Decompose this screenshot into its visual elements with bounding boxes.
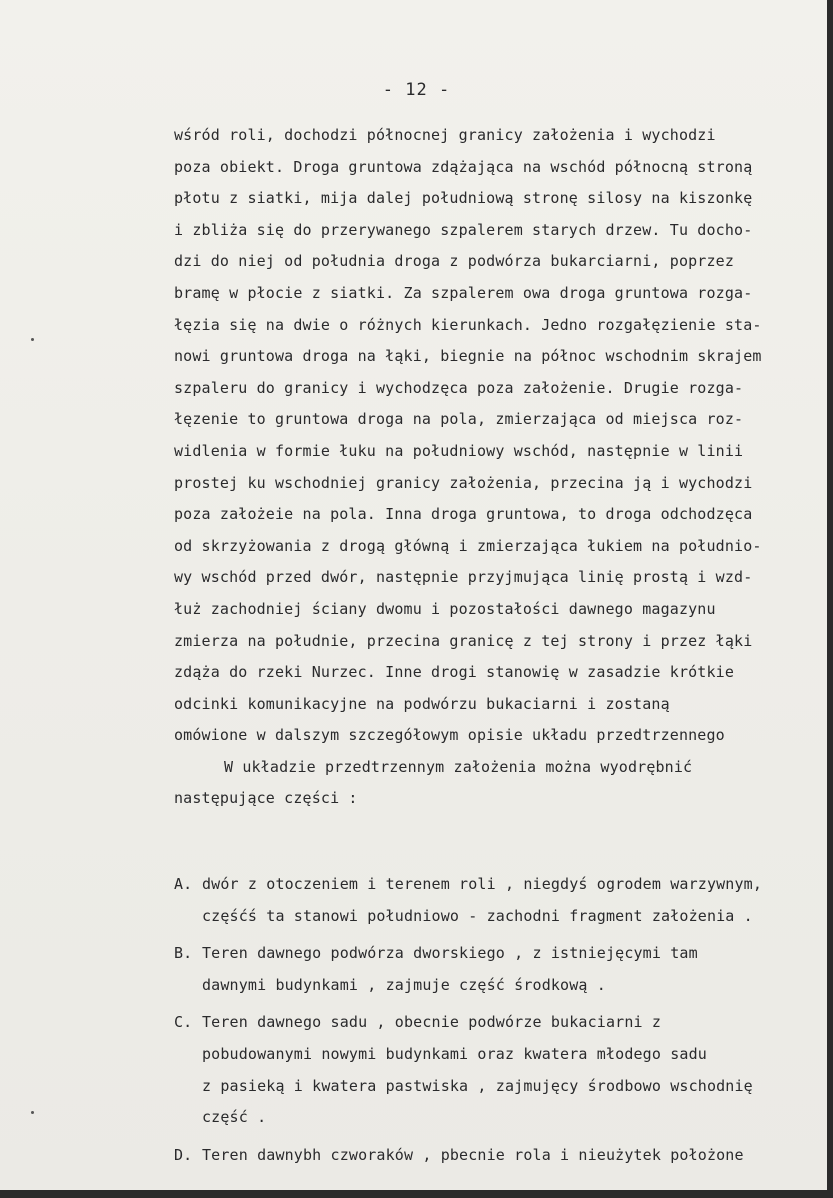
text-line: bramę w płocie z siatki. Za szpalerem owa droga gruntowa rozga- [174, 283, 753, 302]
parts-list [174, 869, 824, 1177]
text-line: dzi do niej od południa droga z podwórza bukarciarni, poprzez [174, 252, 735, 271]
text-line: dawnymi budynkami , zajmuje część środkową . [202, 975, 606, 994]
text-line: pobudowanymi nowymi budynkami oraz kwatera młodego sadu [202, 1044, 707, 1063]
list-marker: D. [174, 1145, 193, 1164]
text-line: Teren dawnego sadu , obecnie podwórze bukaciarni z [202, 1013, 662, 1032]
text-line: wy wschód przed dwór, następnie przyjmująca linię prostą i wzd- [174, 568, 753, 587]
paragraph-1 [174, 120, 814, 752]
scan-edge-right [827, 0, 833, 1198]
text-line: nowi gruntowa droga na łąki, biegnie na północ wschodnim skrajem [174, 347, 762, 366]
paragraph-2 [174, 752, 814, 815]
list-item [174, 869, 824, 932]
margin-dot [31, 338, 34, 341]
text-line: widlenia w formie łuku na południowy wschód, następnie w linii [174, 441, 744, 460]
text-line: szpaleru do granicy i wychodzęca poza założenie. Drugie rozga- [174, 378, 744, 397]
text-line: Teren dawnego podwórza dworskiego , z istniejęcymi tam [202, 944, 698, 963]
list-item [174, 1007, 824, 1133]
margin-dot [31, 1111, 34, 1114]
text-line: zdąża do rzeki Nurzec. Inne drogi stanowię w zasadzie krótkie [174, 663, 735, 682]
text-line: dwór z otoczeniem i terenem roli , niegdyś ogrodem warzywnym, [202, 875, 763, 893]
text-line: Teren dawnybh czworaków , pbecnie rola i nieużytek położone [202, 1145, 744, 1164]
text-line: płotu z siatki, mija dalej południową stronę silosy na kiszonkę [174, 189, 753, 208]
text-line: W układzie przedtrzennym założenia można wyodrębnić [224, 757, 693, 776]
text-line: prostej ku wschodniej granicy założenia, przecina ją i wychodzi [174, 473, 753, 492]
list-item [174, 1140, 824, 1172]
list-item [174, 938, 824, 1001]
text-line: częśćś ta stanowi południowo - zachodni fragment założenia . [202, 906, 753, 925]
text-line: zmierza na południe, przecina granicę z tej strony i przez łąki [174, 631, 753, 650]
text-line: łęzia się na dwie o różnych kierunkach. Jedno rozgałęzienie sta- [174, 315, 762, 334]
text-line: omówione w dalszym szczegółowym opisie układu przedtrzennego [174, 726, 725, 745]
list-marker: B. [174, 944, 193, 963]
text-line: część . [202, 1108, 267, 1127]
text-line: poza obiekt. Droga gruntowa zdążająca na wschód północną stroną [174, 157, 753, 176]
text-line: łuż zachodniej ściany dwomu i pozostałości dawnego magazynu [174, 599, 716, 618]
text-line: wśród roli, dochodzi północnej granicy założenia i wychodzi [174, 126, 716, 144]
scan-edge-bottom [0, 1190, 833, 1198]
text-line: łęzenie to gruntowa droga na pola, zmierzająca od miejsca roz- [174, 410, 744, 429]
list-marker: A. [174, 875, 193, 893]
text-line: poza założeie na pola. Inna droga gruntowa, to droga odchodzęca [174, 505, 753, 524]
text-line: i zbliża się do przerywanego szpalerem starych drzew. Tu docho- [174, 220, 753, 239]
text-line: od skrzyżowania z drogą główną i zmierzająca łukiem na południo- [174, 536, 762, 555]
text-line: z pasieką i kwatera pastwiska , zajmujęcy środbowo wschodnię [202, 1076, 753, 1095]
text-line: następujące części : [174, 789, 358, 808]
body-text [174, 120, 814, 815]
text-line: odcinki komunikacyjne na podwórzu bukaciarni i zostaną [174, 694, 670, 713]
page-number: - 12 - [382, 80, 451, 100]
list-marker: C. [174, 1013, 193, 1032]
